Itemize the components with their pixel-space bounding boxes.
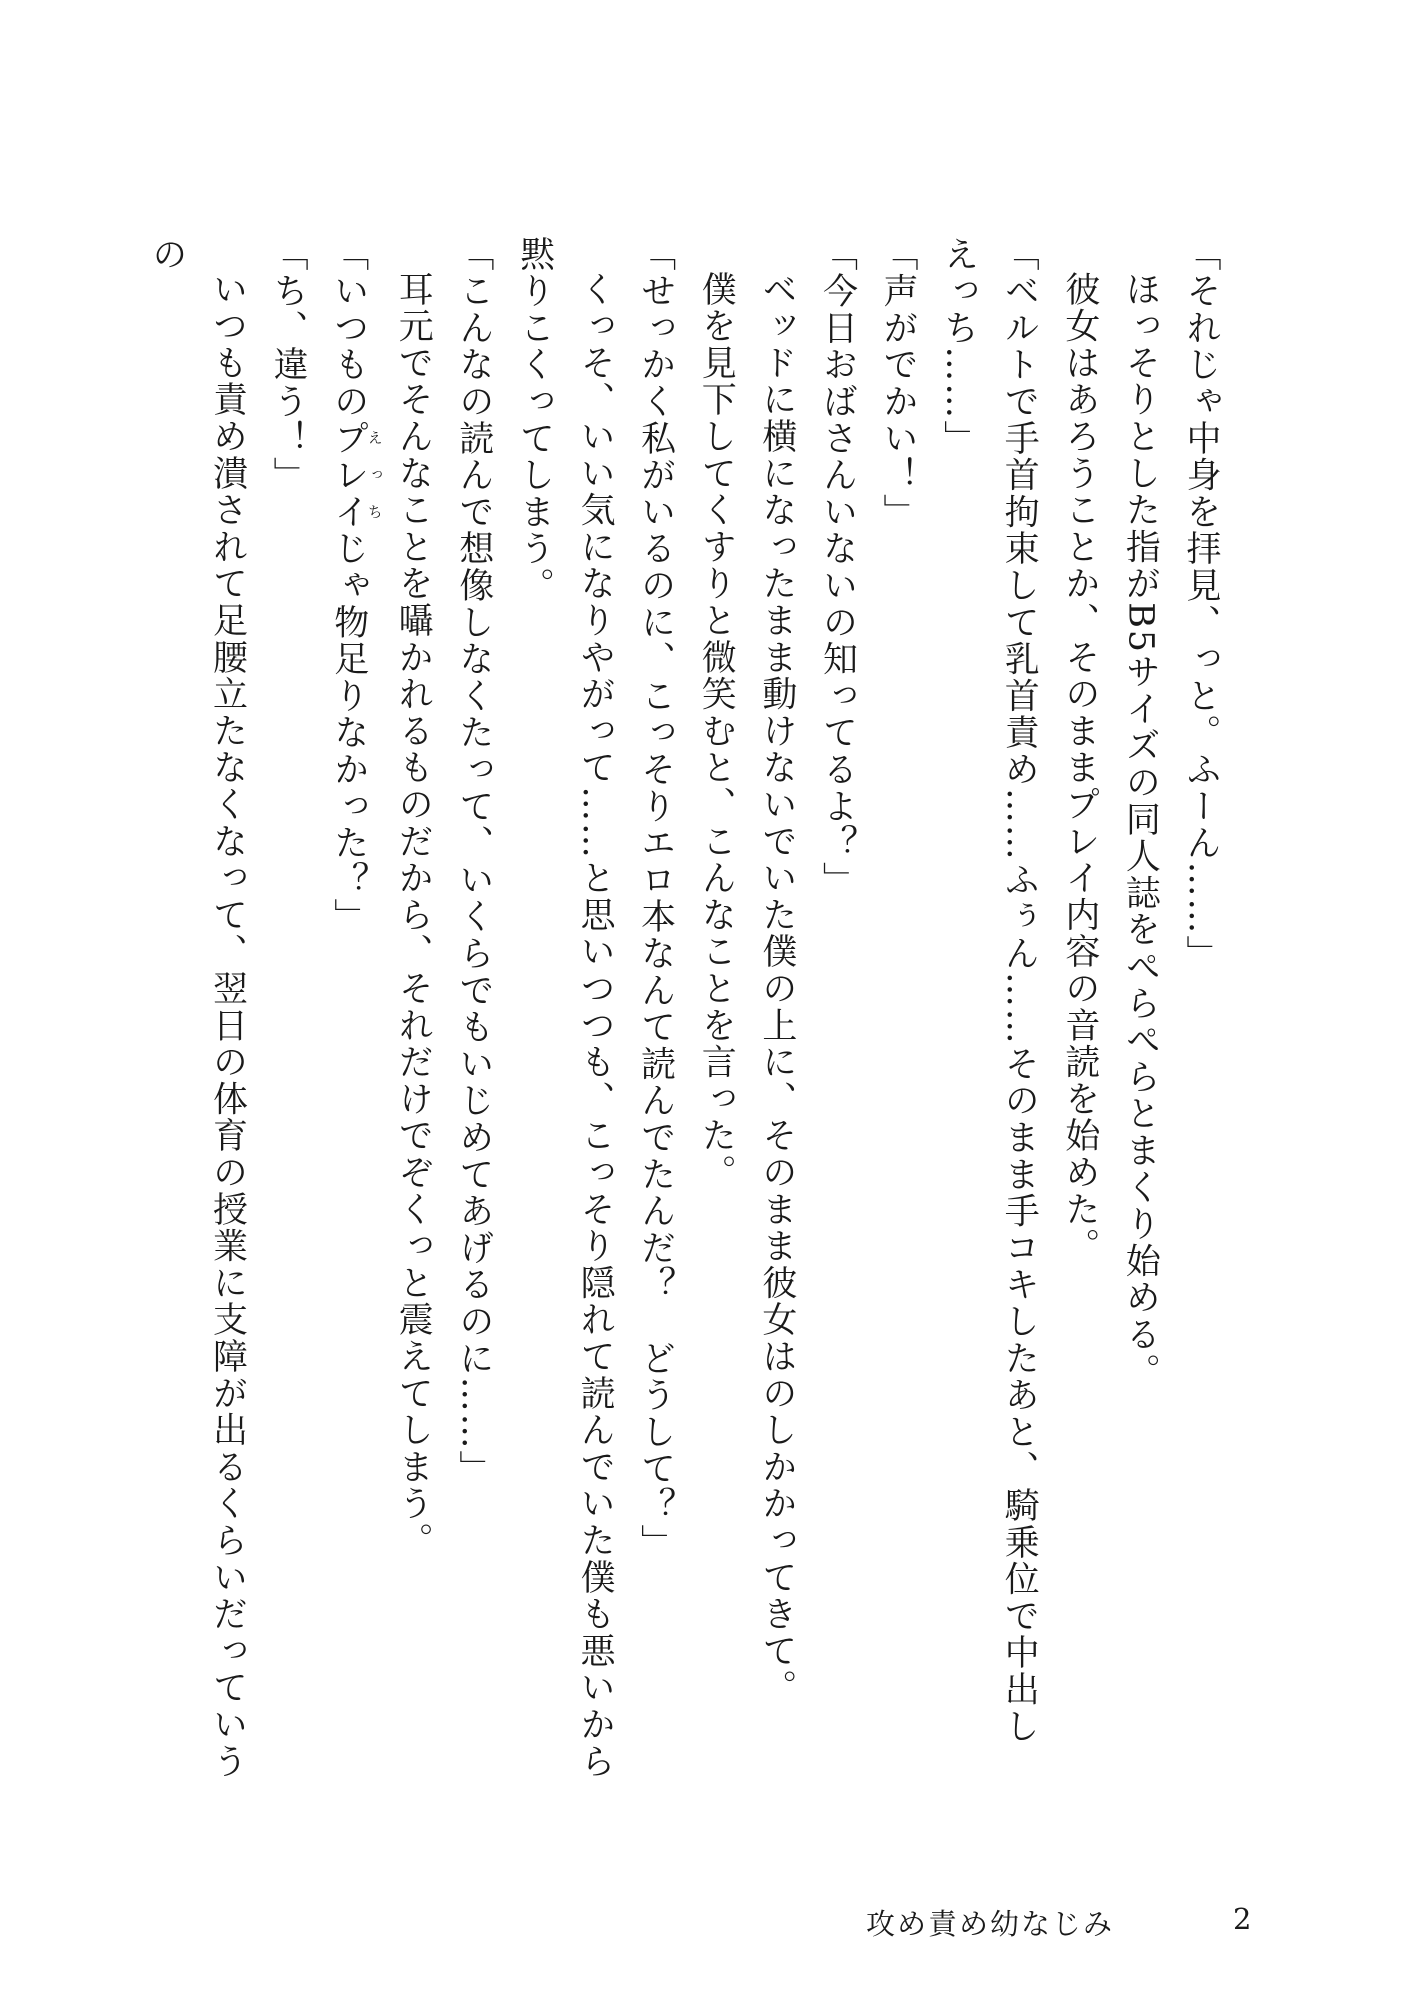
line-11: 「こんなの読んで想像しなくたって、いくらでもいじめてあげるのに……」: [453, 236, 494, 1488]
line-15: いつも責め潰されて足腰立たなくなって、翌日の体育の授業に支障が出るくらいだっていうの: [146, 236, 248, 1780]
line-4: 「ベルトで手首拘束して乳首責め……ふぅん……そのまま手コキしたあと、騎乗位で中出しえっち……」: [938, 236, 1040, 1745]
line-13-before: 「いつもの: [328, 236, 369, 420]
line-14: 「ち、違う！」: [268, 236, 309, 494]
line-5: 「声がでかい！」: [878, 236, 919, 531]
vertical-body-text: [146, 236, 1231, 1781]
line-1: 「それじゃ中身を拝見、っと。ふーん……」: [1181, 236, 1221, 972]
line-8: 僕を見下してくすりと微笑むと、こんなことを言った。: [696, 271, 737, 1191]
line-6: 「今日おばさんいないの知ってるよ？」: [817, 236, 858, 899]
page-number: 2: [1233, 1902, 1252, 1936]
running-footer-title: 攻め責め幼なじみ: [866, 1907, 1115, 1941]
ruby-word: [328, 420, 384, 531]
line-9: 「せっかく私がいるのに、こっそりエロ本なんて読んでたんだ？ どうして？」: [635, 236, 676, 1561]
line-7: ベッドに横になったまま動けないでいた僕の上に、そのまま彼女はのしかかってきて。: [756, 271, 797, 1707]
line-3: 彼女はあろうことか、そのままプレイ内容の音読を始めた。: [1059, 271, 1100, 1265]
line-12: 耳元でそんなことを囁かれるものだから、それだけでぞくっと震えてしまう。: [393, 271, 434, 1559]
ruby-reading: えっち: [365, 420, 384, 531]
line-10: くっそ、いい気になりやがって……と思いつつも、こっそり隠れて読んでいた僕も悪いから黙りこくってしまう。: [514, 236, 616, 1780]
line-13-after: じゃ物足りなかった？」: [328, 530, 369, 936]
line-13: [318, 236, 383, 1781]
line-2: ほっそりとした指がB5サイズの同人誌をぺらぺらとまくり始める。: [1120, 271, 1161, 1390]
ruby-base: プレイ: [328, 420, 369, 531]
